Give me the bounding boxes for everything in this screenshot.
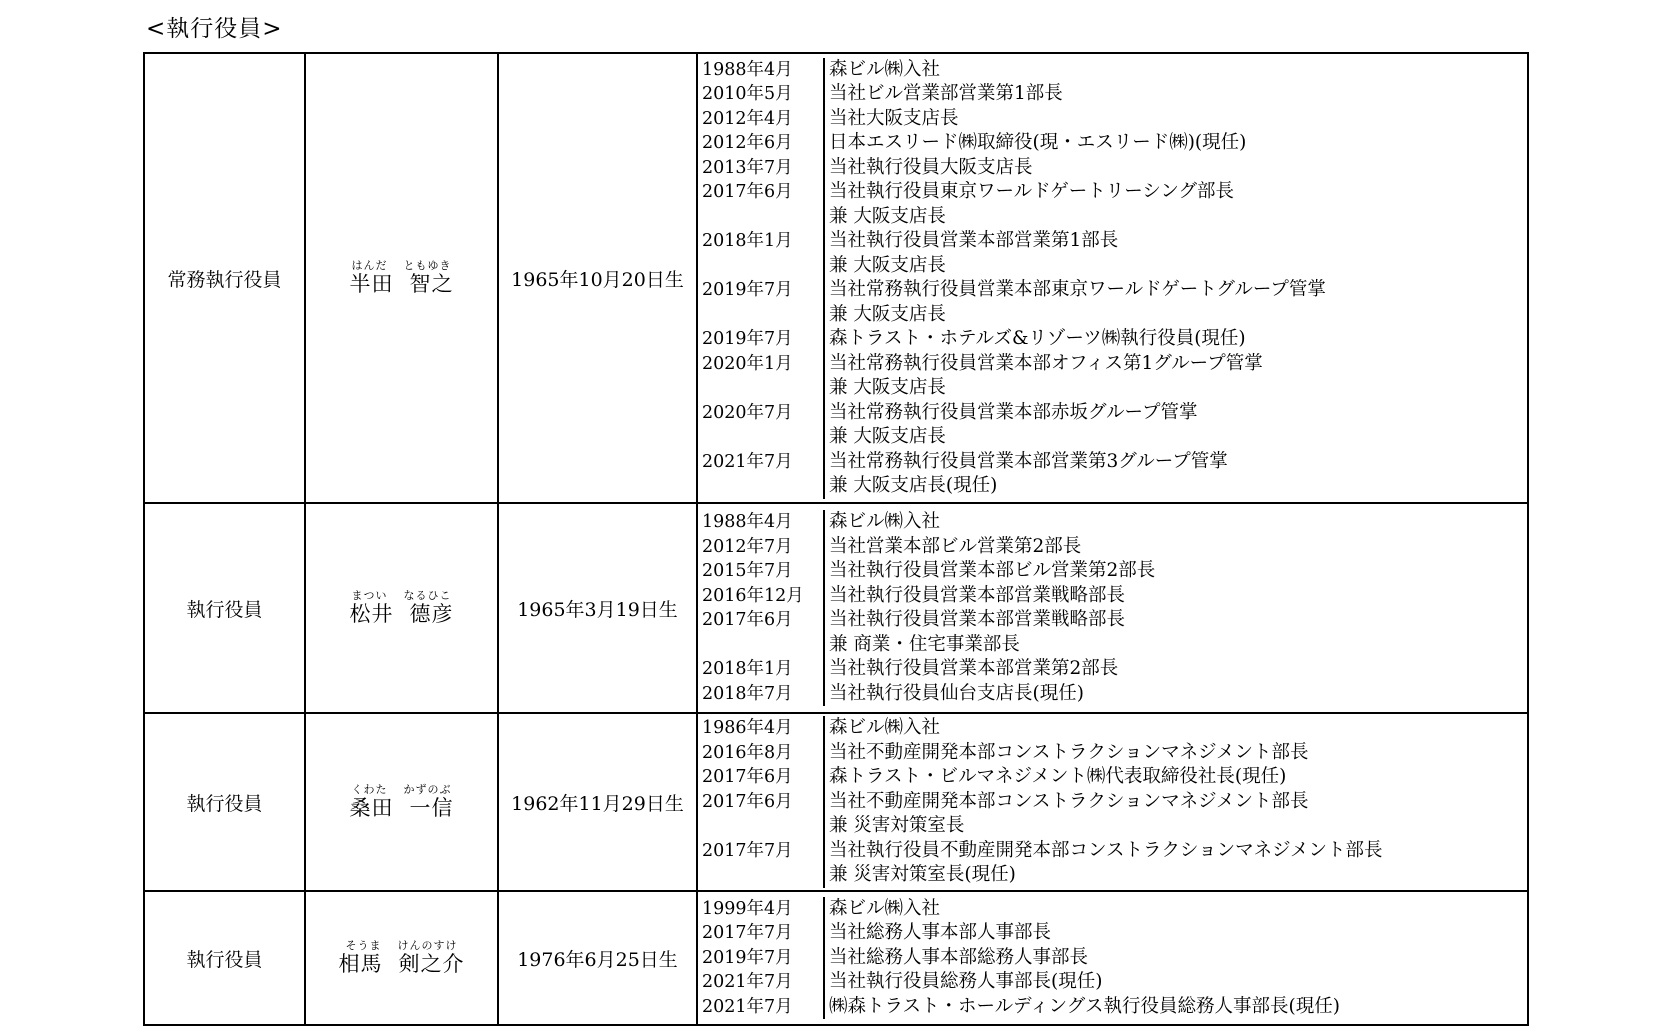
career-description-line: 当社ビル営業部営業第1部長 (829, 83, 1063, 104)
career-description-line: 日本エスリード㈱取締役(現・エスリード㈱)(現任) (829, 132, 1247, 153)
career-entry (698, 401, 1527, 450)
career-description (824, 897, 1527, 922)
career-entry (698, 180, 1527, 229)
career-description-line: 当社常務執行役員営業本部オフィス第1グループ管掌 (829, 352, 1263, 374)
officer-birthdate: 1976年6月25日生 (498, 891, 697, 1025)
career-date: 2018年7月 (698, 682, 824, 707)
career-history (698, 716, 1527, 888)
career-description-line: 兼 災害対策室長 (829, 815, 965, 837)
career-date: 2017年6月 (698, 790, 824, 839)
officers-table (143, 52, 1529, 1026)
officer-row (144, 891, 1528, 1025)
name-kanji (350, 272, 454, 296)
name-given: 德彦 (409, 602, 454, 626)
career-description (824, 327, 1527, 352)
career-description-line: 森トラスト・ビルマネジメント㈱代表取締役社長(現任) (829, 766, 1287, 788)
career-entry (698, 450, 1527, 499)
career-description-line: 当社総務人事本部人事部長 (829, 922, 1052, 944)
name-furigana (339, 940, 465, 952)
name-furigana (350, 260, 454, 272)
career-description-line: 当社執行役員営業本部営業戦略部長 (829, 584, 1126, 606)
career-date: 2019年7月 (698, 327, 824, 352)
officer-career-cell (697, 713, 1528, 891)
career-description (824, 765, 1527, 790)
career-description (824, 790, 1527, 839)
career-entry (698, 327, 1527, 352)
officer-title: 執行役員 (144, 891, 305, 1025)
career-entry (698, 970, 1527, 995)
career-description (824, 921, 1527, 946)
career-description-line: 当社常務執行役員営業本部赤坂グループ管掌 (829, 401, 1198, 423)
career-description-line: 兼 大阪支店長 (829, 254, 946, 276)
career-description (824, 682, 1527, 707)
career-description (824, 107, 1527, 132)
name-family: 半田 (349, 272, 394, 296)
career-date: 2020年1月 (698, 352, 824, 401)
career-date: 2016年8月 (698, 741, 824, 766)
career-date: 2018年1月 (698, 657, 824, 682)
career-date: 2012年7月 (698, 535, 824, 560)
career-entry (698, 156, 1527, 181)
career-entry (698, 229, 1527, 278)
career-description-line: 兼 災害対策室長(現任) (829, 864, 1016, 886)
officer-name (339, 940, 465, 976)
career-description (824, 510, 1527, 535)
name-given: 一信 (409, 796, 454, 820)
career-description (824, 180, 1527, 229)
officers-table-body (144, 53, 1528, 1025)
career-description-line: 当社執行役員仙台支店長(現任) (829, 682, 1084, 704)
officer-career-cell (697, 53, 1528, 503)
career-date: 1986年4月 (698, 716, 824, 741)
section-heading: <執行役員> (146, 16, 283, 42)
career-entry (698, 584, 1527, 609)
career-entry (698, 741, 1527, 766)
furigana-given: けんのすけ (397, 939, 458, 952)
officer-row (144, 713, 1528, 891)
career-description (824, 608, 1527, 657)
name-kanji (350, 602, 454, 626)
furigana-given: ともゆき (403, 259, 452, 272)
career-description-line: 兼 商業・住宅事業部長 (829, 633, 1020, 655)
name-furigana (350, 784, 454, 796)
career-description (824, 229, 1527, 278)
career-description-line: 当社執行役員総務人事部長(現任) (829, 971, 1103, 993)
career-description-line: 森ビル㈱入社 (829, 897, 941, 919)
career-date: 2019年7月 (698, 946, 824, 971)
career-date: 2021年7月 (698, 970, 824, 995)
career-description-line: 兼 大阪支店長(現任) (829, 475, 998, 496)
career-description (824, 839, 1527, 888)
career-description-line: 兼 大阪支店長 (829, 426, 946, 447)
career-description-line: 当社不動産開発本部コンストラクションマネジメント部長 (829, 790, 1309, 812)
furigana-given: かずのぶ (403, 783, 452, 796)
career-entry (698, 58, 1527, 83)
officer-name-cell (305, 503, 498, 713)
furigana-family: はんだ (351, 259, 388, 272)
career-description-line: 当社常務執行役員営業本部営業第3グループ管掌 (829, 450, 1228, 472)
name-family: 相馬 (338, 952, 383, 976)
career-description-line: 当社大阪支店長 (829, 107, 959, 129)
officer-birthdate: 1965年3月19日生 (498, 503, 697, 713)
career-date: 2017年6月 (698, 608, 824, 657)
career-entry (698, 131, 1527, 156)
career-date: 2018年1月 (698, 229, 824, 278)
name-given: 剣之介 (398, 952, 465, 976)
name-kanji (350, 796, 454, 820)
career-date: 2015年7月 (698, 559, 824, 584)
name-furigana (350, 590, 454, 602)
career-date: 2013年7月 (698, 156, 824, 181)
name-family: 松井 (349, 602, 394, 626)
career-entry (698, 352, 1527, 401)
officer-title: 執行役員 (144, 713, 305, 891)
career-description-line: 当社執行役員営業本部営業戦略部長 (829, 609, 1126, 630)
career-description-line: 当社常務執行役員営業本部東京ワールドゲートグループ管掌 (829, 279, 1326, 300)
career-description-line: 当社執行役員大阪支店長 (829, 156, 1033, 178)
officer-name (350, 590, 454, 626)
officer-name-cell (305, 713, 498, 891)
career-entry (698, 608, 1527, 657)
career-entry (698, 995, 1527, 1020)
career-description-line: 森ビル㈱入社 (829, 58, 941, 80)
career-entry (698, 510, 1527, 535)
career-entry (698, 657, 1527, 682)
furigana-given: なるひこ (403, 589, 452, 602)
career-date: 2012年6月 (698, 131, 824, 156)
career-description-line: 当社執行役員営業本部ビル営業第2部長 (829, 560, 1156, 581)
officer-career-cell (697, 503, 1528, 713)
career-entry (698, 716, 1527, 741)
officer-career-cell (697, 891, 1528, 1025)
furigana-family: まつい (351, 589, 388, 602)
career-entry (698, 790, 1527, 839)
career-date: 2016年12月 (698, 584, 824, 609)
career-description (824, 450, 1527, 499)
career-description-line: 森トラスト・ホテルズ&リゾーツ㈱執行役員(現任) (829, 328, 1246, 349)
officer-name (350, 784, 454, 820)
career-description-line: 当社執行役員営業本部営業第1部長 (829, 230, 1119, 251)
furigana-family: そうま (345, 939, 382, 952)
name-family: 桑田 (349, 796, 394, 820)
officer-name-cell (305, 53, 498, 503)
career-date: 1988年4月 (698, 510, 824, 535)
career-date: 2019年7月 (698, 278, 824, 327)
career-history (698, 510, 1527, 706)
officer-birthdate: 1962年11月29日生 (498, 713, 697, 891)
furigana-family: くわた (351, 783, 388, 796)
career-entry (698, 559, 1527, 584)
career-description-line: 当社総務人事本部総務人事部長 (829, 946, 1089, 968)
career-date: 1999年4月 (698, 897, 824, 922)
career-entry (698, 107, 1527, 132)
officer-birthdate: 1965年10月20日生 (498, 53, 697, 503)
career-description-line: 当社不動産開発本部コンストラクションマネジメント部長 (829, 741, 1309, 763)
name-given: 智之 (409, 272, 454, 296)
career-description (824, 657, 1527, 682)
career-description (824, 401, 1527, 450)
career-entry (698, 278, 1527, 327)
career-description (824, 970, 1527, 995)
career-entry (698, 946, 1527, 971)
name-kanji (339, 952, 465, 976)
career-description (824, 535, 1527, 560)
career-entry (698, 682, 1527, 707)
career-description (824, 82, 1527, 107)
career-history (698, 897, 1527, 1020)
career-description (824, 58, 1527, 83)
career-description-line: 当社執行役員東京ワールドゲートリーシング部長 (829, 181, 1235, 202)
career-description-line: 当社執行役員不動産開発本部コンストラクションマネジメント部長 (829, 839, 1383, 861)
career-date: 2017年6月 (698, 180, 824, 229)
officer-title: 執行役員 (144, 503, 305, 713)
career-description (824, 131, 1527, 156)
career-date: 2020年7月 (698, 401, 824, 450)
officer-row (144, 53, 1528, 503)
career-date: 2017年7月 (698, 839, 824, 888)
officer-name-cell (305, 891, 498, 1025)
career-description (824, 352, 1527, 401)
career-date: 2010年5月 (698, 82, 824, 107)
career-description-line: 兼 大阪支店長 (829, 303, 946, 325)
career-entry (698, 839, 1527, 888)
career-entry (698, 82, 1527, 107)
career-description-line: 森ビル㈱入社 (829, 717, 941, 739)
career-description (824, 584, 1527, 609)
career-description (824, 946, 1527, 971)
career-description (824, 741, 1527, 766)
officer-name (350, 260, 454, 296)
career-entry (698, 921, 1527, 946)
career-date: 1988年4月 (698, 58, 824, 83)
career-description-line: 森ビル㈱入社 (829, 511, 941, 532)
career-date: 2021年7月 (698, 995, 824, 1020)
career-entry (698, 765, 1527, 790)
career-date: 2017年7月 (698, 921, 824, 946)
career-description (824, 559, 1527, 584)
career-date: 2021年7月 (698, 450, 824, 499)
career-description (824, 995, 1527, 1020)
officer-row (144, 503, 1528, 713)
career-description (824, 278, 1527, 327)
officer-title: 常務執行役員 (144, 53, 305, 503)
career-description (824, 716, 1527, 741)
career-description-line: ㈱森トラスト・ホールディングス執行役員総務人事部長(現任) (829, 995, 1340, 1017)
career-description-line: 兼 大阪支店長 (829, 205, 946, 227)
career-date: 2017年6月 (698, 765, 824, 790)
career-description-line: 当社営業本部ビル営業第2部長 (829, 535, 1082, 557)
career-description (824, 156, 1527, 181)
career-entry (698, 535, 1527, 560)
career-date: 2012年4月 (698, 107, 824, 132)
career-description-line: 当社執行役員営業本部営業第2部長 (829, 658, 1119, 679)
career-history (698, 58, 1527, 499)
career-description-line: 兼 大阪支店長 (829, 377, 946, 398)
career-entry (698, 897, 1527, 922)
